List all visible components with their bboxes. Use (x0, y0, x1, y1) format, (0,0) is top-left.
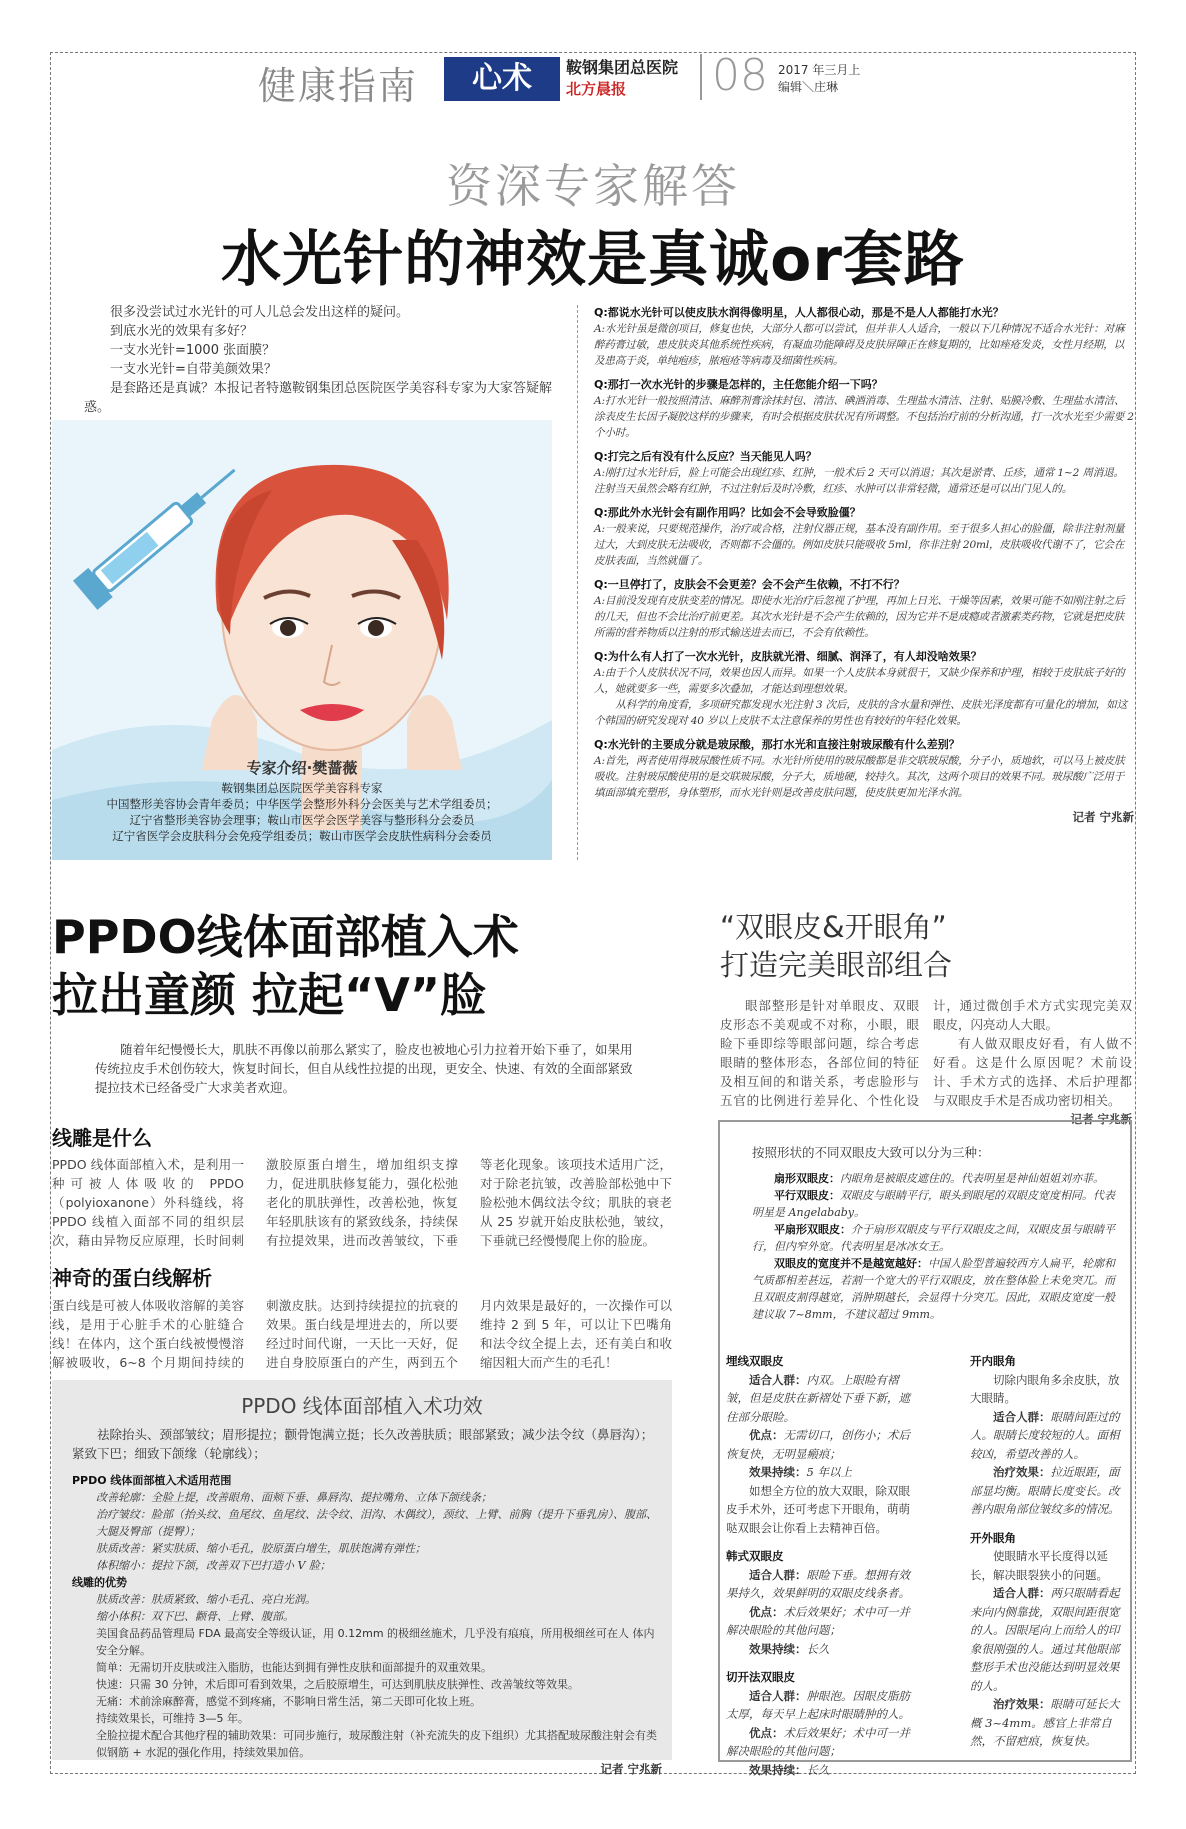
line-label: 治疗效果： (993, 1465, 1051, 1479)
section-title: 健康指南 (258, 64, 419, 108)
qa-item (594, 577, 1134, 641)
line-label: 适合人群： (749, 1372, 807, 1387)
line-text: 拉近眼距，面部显均衡。眼睛长度变长。改善内眼角部位皱纹多的情况。 (970, 1465, 1120, 1516)
answer (594, 665, 1134, 729)
effect-list (72, 1472, 662, 1778)
line-label: 效果持续： (749, 1641, 807, 1656)
technique-line (726, 1761, 918, 1780)
line-label: 效果持续： (749, 1762, 807, 1777)
byline: 记者 宁兆新 (600, 1762, 662, 1776)
section-heading: 线雕是什么 (52, 1126, 152, 1150)
qa-column (594, 305, 1134, 825)
qa-item (594, 377, 1134, 441)
technique-line (726, 1687, 918, 1724)
shape-item (752, 1221, 1122, 1255)
technique-line (726, 1566, 918, 1603)
scope-title: PPDO 线体面部植入术适用范围 (72, 1474, 232, 1487)
technique-title: 开内眼角 (970, 1354, 1016, 1368)
technique-title: 埋线双眼皮 (726, 1354, 784, 1368)
scope-line: 体积缩小：提拉下颌，改善双下巴打造小 V 脸； (96, 1559, 331, 1572)
answer (594, 521, 1134, 569)
issue-date: 2017 年三月上 (778, 63, 861, 77)
expert-line: 辽宁省医学会皮肤科分会免疫学组委员；鞍山市医学会皮肤性病科分会委员 (112, 829, 492, 843)
question: Q:水光针的主要成分就是玻尿酸，那打水光和直接注射玻尿酸有什么差别？ (594, 738, 960, 751)
line-text: 眼睛可延长大概 3~4mm。感官上非常自然，不留疤痕，恢复快。 (970, 1697, 1120, 1748)
question: Q:那打一次水光针的步骤是怎样的，主任您能介绍一下吗？ (594, 378, 883, 391)
shape-text: 介于扇形双眼皮与平行双眼皮之间，双眼皮虽与眼睛平行，但内窄外宽。代表明星是冰冰女王。 (752, 1223, 1115, 1253)
intro-line: 到底水光的效果有多好？ (110, 324, 254, 339)
answer (594, 753, 1134, 801)
qa-item (594, 305, 1134, 369)
shape-text: 中国人脸型普遍较西方人扁平，轮廓和气质都相差甚远，若割一个宽大的平行双眼皮，放在整体脸上未免突兀。而且双眼皮割得越宽，消肿期越长，会显得十分突兀。因此，双眼皮宽度一般建议取 7~8mm，不建议超过 9mm。 (752, 1257, 1115, 1321)
page-number: 08 (712, 50, 768, 101)
effect-intro: 祛除抬头、颈部皱纹；眉形提拉；颧骨饱满立挺；长久改善肤质；眼部紧致；减少法令纹（鼻唇沟）；紧致下巴；细致下颌缘（轮廓线）； (72, 1427, 654, 1461)
shape-text: 内眼角是被眼皮遮住的。代表明星是神仙姐姐刘亦菲。 (840, 1172, 1104, 1185)
technique-line (970, 1584, 1125, 1695)
line-text: 眼睛间距过的人。眼睛长度较短的人。面相较凶，希望改善的人。 (970, 1409, 1120, 1461)
line-text: 5 年以上 (806, 1465, 852, 1479)
eye-headline-line1: “双眼皮&开眼角” (720, 910, 947, 944)
answer-para: A:刚打过水光针后，脸上可能会出现红疹、红肿，一般术后 2 天可以消退；其次是淤青、丘疹，通常 1~2 周消退。注射当天虽然会略有红肿，不过注射后及时冷敷，红疹、水肿可以非常轻微，通常还是可以出门见人的。 (594, 467, 1124, 495)
line-label: 优点： (749, 1604, 784, 1619)
expert-line: 辽宁省整形美容协会理事；鞍山市医学会医学美容与整形科分会委员 (129, 813, 475, 827)
masthead-divider (700, 54, 702, 100)
expert-title: 专家介绍·樊蔷薇 (246, 759, 358, 777)
advantage-line: 快速：只需 30 分钟，术后即可看到效果，之后胶原增生，可达到肌肤皮肤弹性、改善皱纹等效果。 (96, 1678, 579, 1691)
line-label: 治疗效果： (993, 1697, 1051, 1711)
technique-title: 韩式双眼皮 (726, 1549, 784, 1563)
lead-headline: 水光针的神效是真诚or套路 (221, 225, 965, 295)
shape-label: 平行双眼皮： (774, 1189, 840, 1202)
intro-line: 是套路还是真诚？本报记者特邀鞍钢集团总医院医学美容科专家为大家答疑解惑。 (84, 381, 553, 415)
advantage-line: 全脸拉提术配合其他疗程的辅助效果：可同步施行，玻尿酸注射（补充流失的皮下组织）尤其搭配玻尿酸注射会有类似钢筋 + 水泥的强化作用，持续效果加倍。 (96, 1729, 657, 1759)
lead-kicker: 资深专家解答 (446, 159, 740, 213)
scope-line: 治疗皱纹：脸部（抬头纹、鱼尾纹、鱼尾纹、法令纹、泪沟、木偶纹），颈纹、上臂、前胸（提升下垂乳房）、腹部、大腿及臀部（提臀）； (96, 1508, 657, 1538)
answer-para: 从科学的角度看，多项研究都发现水光注射 3 次后，皮肤的含水量和弹性、皮肤光泽度都有可量化的增加，如这个韩国的研究发现对 40 岁以上皮肤不太注意保养的男性也有较好的年轻化效果。 (594, 699, 1127, 727)
technique-line (970, 1408, 1125, 1464)
expert-line: 中国整形美容协会青年委员；中华医学会整形外科分会医美与艺术学组委员； (106, 797, 498, 811)
technique-line (726, 1640, 918, 1659)
section-body: 蛋白线是可被人体吸收溶解的美容线，是用于心脏手术的心脏缝合线！在体内，这个蛋白线被慢慢溶解被吸收，6~8 个月期间持续的刺激皮肤。达到持续提拉的抗衰的效果。蛋白线是埋进去的，所以要经过时间代谢，一天比一天好，促进自身胶原蛋白的产生，两到五个月内效果是最好的，一次操作可以维持 2 到 5 年，可以让下巴嘴角和法令纹全提上去，还有美白和收缩因粗大而产生的毛孔！ (52, 1298, 672, 1370)
question: Q:一旦停打了，皮肤会不会更差？会不会产生依赖，不打不行？ (594, 578, 905, 591)
technique-line (970, 1463, 1125, 1519)
answer (594, 321, 1134, 369)
answer-para: A:目前没发现有皮肤变差的情况。即使水光治疗后忽视了护理，再加上日光、干燥等因素，效果可能不如刚注射之后的几天，但也不会比治疗前更差。其次水光针是不会产生依赖的，因为它并不是成瘾或者激素类药物，它就是把皮肤所需的营养物质以注射的形式输送进去而已，不会有依赖性。 (594, 595, 1125, 639)
question: Q:为什么有人打了一次水光针，皮肤就光滑、细腻、润泽了，有人却没啥效果？ (594, 650, 982, 663)
qa-item (594, 449, 1134, 497)
eyelid-intro: 按照形状的不同双眼皮大致可以分为三种： (752, 1145, 990, 1160)
line-text: 长久 (806, 1762, 830, 1777)
expert-intro (52, 760, 552, 844)
answer-para: A:首先，两者使用得玻尿酸性质不同。水光针所使用的玻尿酸都是非交联玻尿酸，分子小，质地软，可以马上被皮肤吸收。注射玻尿酸使用的是交联玻尿酸，分子大，质地硬，较持久。其次，这两个项目的效果不同。玻尿酸广泛用于填面部填充塑形，身体塑形，而水光针则是改善皮肤问题，使皮肤更加光泽水润。 (594, 755, 1125, 799)
technique-intro: 切除内眼角多余皮肤，放大眼睛。 (970, 1372, 1120, 1405)
shape-item (752, 1255, 1122, 1323)
line-text: 眼睑下垂。想拥有效果持久，效果鲜明的双眼皮线条者。 (726, 1567, 910, 1600)
column-logo: 心术 (444, 57, 560, 101)
ppdo-headline (52, 908, 519, 1024)
technique-line (726, 1371, 918, 1427)
effect-title: PPDO 线体面部植入术功效 (241, 1394, 483, 1418)
eye-body (720, 996, 1132, 1129)
intro-line: 一支水光针=1000 张面膜？ (110, 343, 276, 358)
eye-para: 有人做双眼皮好看，有人做不好看。这是什么原因呢？术前设计、手术方式的选择、术后护理都与双眼皮手术是否成功密切相关。 (933, 1036, 1132, 1108)
scope-line: 改善轮廓：全脸上提，改善眼角、面颊下垂、鼻唇沟、提拉嘴角、立体下颌线条； (96, 1491, 492, 1504)
eyelid-right-column (970, 1352, 1125, 1751)
technique-title: 开外眼角 (970, 1530, 1016, 1545)
expert-line: 鞍钢集团总医院医学美容科专家 (221, 781, 383, 795)
answer (594, 465, 1134, 497)
advantage-line: 肤质改善：肤质紧致、缩小毛孔、亮白光润。 (96, 1593, 316, 1606)
section-heading: 神奇的蛋白线解析 (52, 1266, 212, 1290)
section-body: PPDO 线体面部植入术，是利用一种可被人体吸收的 PPDO（polyioxanone）外科缝线，将 PPDO 线植入面部不同的组织层次，藉由异物反应原理，长时间刺激胶原蛋白增生，增加组织支撑力，促进肌肤修复能力，强化松弛老化的肌肤弹性，改善松弛，恢复年轻肌肤该有的紧致线条，持续保有拉提效果，进而改善皱纹，下垂等老化现象。该项技术适用广泛，对于除老抗皱，改善脸部松弛中下脸松弛木偶纹法令纹；肌肤的衰老从 25 岁就开始皮肤松弛，皱纹，下垂就已经慢慢爬上你的脸庞。 (52, 1157, 672, 1248)
ppdo-lead: 随着年纪慢慢长大，肌肤不再像以前那么紧实了，脸皮也被地心引力拉着开始下垂了，如果用传统拉皮手术创伤较大，恢复时间长，但自从线性拉提的出现，更安全、快速、有效的全面部紧致提拉技术已经备受广大求美者欢迎。 (95, 1042, 633, 1095)
line-label: 适合人群： (749, 1688, 807, 1703)
advantage-title: 线雕的优势 (72, 1576, 127, 1589)
technique-line (970, 1695, 1125, 1751)
line-text: 无需切口，创伤小；术后恢复快，无明显瘢痕； (726, 1428, 910, 1461)
qa-item (594, 737, 1134, 801)
ppdo-headline-line1: PPDO线体面部植入术 (52, 910, 519, 964)
qa-item (594, 649, 1134, 729)
line-label: 适合人群： (993, 1586, 1051, 1600)
byline: 记者 宁兆新 (1070, 1112, 1132, 1126)
technique-line (726, 1463, 918, 1482)
eyelid-shapes (752, 1170, 1122, 1323)
editor: 编辑＼庄琳 (778, 80, 839, 94)
technique-title: 切开法双眼皮 (726, 1670, 795, 1684)
line-label: 适合人群： (993, 1409, 1051, 1424)
line-text: 长久 (806, 1641, 830, 1656)
technique-line (726, 1603, 918, 1640)
lead-intro (84, 303, 554, 417)
hospital-name: 鞍钢集团总医院 (566, 58, 679, 77)
shape-label: 双眼皮的宽度并不是越宽越好： (774, 1257, 928, 1270)
advantage-line: 无痛：术前涂麻醉膏，感觉不到疼痛，不影响日常生活，第二天即可化妆上班。 (96, 1695, 481, 1708)
shape-label: 扇形双眼皮： (774, 1172, 840, 1185)
byline: 记者 宁兆新 (1072, 810, 1134, 824)
answer-para: A:由于个人皮肤状况不同，效果也因人而异。如果一个人皮肤本身就很干，又缺少保养和护理，相较于皮肤底子好的人，她就要多一些，需要多次叠加，才能达到理想效果。 (594, 667, 1125, 695)
question: Q:那此外水光针会有副作用吗？比如会不会导致脸僵？ (594, 506, 861, 519)
line-label: 优点： (749, 1725, 784, 1740)
column-divider (577, 305, 578, 860)
question: Q:打完之后有没有什么反应？当天能见人吗？ (594, 450, 817, 463)
eye-para: 眼部整形是针对单眼皮、双眼皮形态不美观或不对称，小眼，眼睑下垂即综等眼部问题，综合考虑眼睛的整体形态，各部位间的特征及相互间的和谐关系，考虑脸形与五官的比例进行差异化、个性化设计，通过微创手术方式实现完美双眼皮，闪亮动人大眼。 (720, 998, 1132, 1108)
answer (594, 593, 1134, 641)
eyelid-left-column (726, 1352, 918, 1779)
advantage-line: 简单：无需切开皮肤或注入脂肪，也能达到拥有弹性皮肤和面部提升的双重效果。 (96, 1661, 492, 1674)
line-label: 效果持续： (749, 1465, 807, 1479)
shape-text: 双眼皮与眼睛平行，眼头到眼尾的双眼皮宽度相同。代表明星是 Angelababy。 (752, 1189, 1115, 1219)
advantage-line: 缩小体积：双下巴、颧骨、上臂、腹部。 (96, 1610, 294, 1623)
answer-para: A:一般来说，只要规范操作，治疗或合格，注射仪器正规，基本没有副作用。至于很多人担心的脸僵，除非注射剂量过大，大到皮肤无法吸收，否则都不会僵的。例如皮肤只能吸收 5ml，你非注射 20ml，皮肤吸收代谢不了，它会在皮肤表面，当然就僵了。 (594, 523, 1125, 567)
intro-line: 很多没尝试过水光针的可人儿总会发出这样的疑问。 (110, 305, 410, 320)
answer-para: A:水光针虽是微创项目，修复也快，大部分人都可以尝试，但并非人人适合，一般以下几种情况不适合水光针：对麻醉药膏过敏，患皮肤炎其他系统性疾病，有凝血功能障碍及皮肤屏障正在修复期的，比如痤疮发炎，女性月经期，以及患高于炎，单纯疱疹，脓疱疮等病毒及细菌性疾病。 (594, 323, 1125, 367)
question: Q:都说水光针可以使皮肤水润得像明星，人人都很心动，那是不是人人都能打水光？ (594, 306, 1004, 319)
answer (594, 393, 1134, 441)
shape-label: 平扇形双眼皮： (774, 1223, 851, 1236)
technique-line (726, 1724, 918, 1761)
line-text: 术后效果好；术中可一并解决眼睑的其他问题； (726, 1725, 910, 1758)
line-label: 适合人群： (749, 1567, 807, 1582)
line-label: 优点： (749, 1428, 784, 1442)
answer-para: A:打水光针一般按照清洁、麻醉剂膏涂抹封包、清洁、碘酒消毒、生理盐水清洁、注射、贴膜冷敷、生理盐水清洁、涂表皮生长因子凝胶这样的步骤来，有时会根据皮肤状况有所调整。不包括治疗前的分析沟通，打一次水光至少需要 2 个小时。 (594, 395, 1134, 439)
shape-item (752, 1170, 1122, 1187)
scope-line: 肤质改善：紧实肤质、缩小毛孔，胶原蛋白增生，肌肤饱满有弹性； (96, 1542, 426, 1555)
line-text: 两只眼睛看起来向内侧靠拢，双眼间距很宽的人。因眼尾向上而给人的印象很刚强的人。通过其他眼部整形手术也没能达到明显效果的人。 (970, 1586, 1120, 1693)
ppdo-headline-line2: 拉出童颜 拉起“V”脸 (52, 968, 487, 1022)
line-text: 内双。上眼睑有褶皱，但是皮肤在新褶处下垂下新，遮住部分眼睑。 (726, 1372, 910, 1424)
line-text: 术后效果好；术中可一并解决眼睑的其他问题； (726, 1604, 910, 1637)
line-text: 肿眼泡。因眼皮脂肪太厚，每天早上起床时眼睛肿的人。 (726, 1688, 910, 1721)
eye-headline-line2: 打造完美眼部组合 (720, 948, 953, 982)
intro-line: 一支水光针=自带美颜效果？ (110, 362, 277, 377)
shape-item (752, 1187, 1122, 1221)
newspaper-name: 北方晨报 (566, 80, 627, 98)
advantage-line: 美国食品药品管理局 FDA 最高安全等级认证，用 0.12mm 的极细丝施术，几乎没有痕痕，所用极细丝可在人 体内安全分解。 (96, 1627, 655, 1657)
advantage-line: 持续效果长，可维持 3—5 年。 (96, 1712, 249, 1725)
technique-extra: 如想全方位的放大双眼，除双眼皮手术外，还可考虑下开眼角，萌萌哒双眼会让你看上去精神百倍。 (726, 1483, 910, 1535)
technique-intro: 使眼睛水平长度得以延长，解决眼裂狭小的问题。 (970, 1549, 1108, 1582)
technique-line (726, 1426, 918, 1463)
eye-headline (720, 908, 952, 984)
qa-item (594, 505, 1134, 569)
